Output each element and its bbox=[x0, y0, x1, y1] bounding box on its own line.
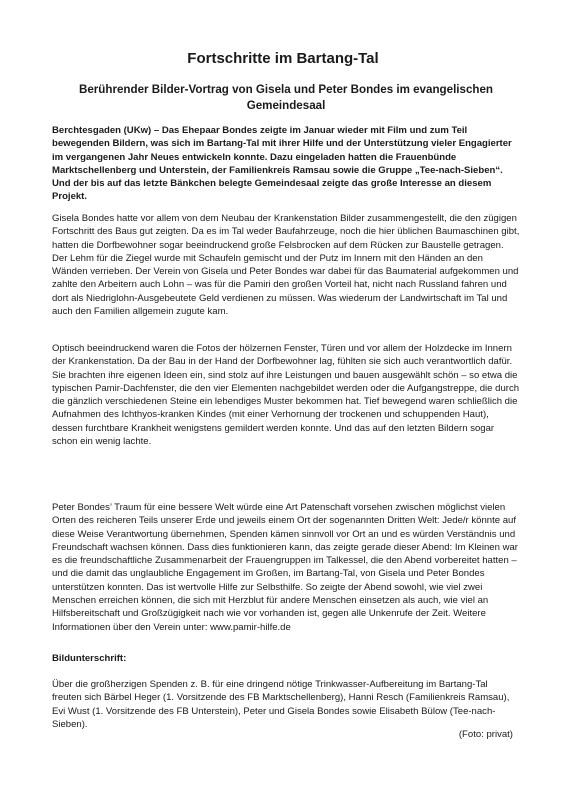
article-lead: Berchtesgaden (UKw) – Das Ehepaar Bondes zeigte im Januar wieder mit Film und zum Teil bewegenden Bildern, was sich im Bartang-Tal mit ihrer Hilfe und der Unterstützung vieler Engagierter im vergangenen Jahr Neues entwickeln konnte. Dazu eingeladen hatten die Frauenbünde Marktschellenberg und Unterstein, der Familienkreis Ramsau sowie die Gruppe „Tee-nach-Sieben“. Und der bis auf das letzte Bänkchen belegte Gemeindesaal zeigte das große Interesse an diesem Projekt. bbox=[52, 125, 512, 203]
photo-credit: (Foto: privat) bbox=[458, 729, 513, 740]
article-title: Fortschritte im Bartang-Tal bbox=[187, 50, 379, 67]
caption-heading: Bildunterschrift: bbox=[52, 653, 127, 664]
body-paragraph-1: Gisela Bondes hatte vor allem von dem Neubau der Krankenstation Bilder zusammengestellt, die den zügigen Fortschritt des Baus gut zeigten. Da es im Tal weder Baufahrzeuge, noch die hier üblichen Baumaschinen gibt, hatten die Dorfbewohner sogar beeindruckend große Felsbrocken auf dem Rücken zur Baustelle getragen. Der Lehm für die Ziegel wurde mit Schaufeln gemischt und der Putz im Innern mit den Händen an den Wänden verrieben. Der Verein von Gisela und Peter Bondes war dabei für das Baumaterial aufgekommen und zahlte den Arbeitern auch Lohn – was für die Pamiri den großen Vorteil hat, nicht nach Russland fahren und dort als Niedriglohn-Ausgebeutete Geld verdienen zu müssen. Was wiederum der Landwirtschaft im Tal und auch den Familien allgemein zugute kam. bbox=[52, 213, 520, 318]
photo-caption: Über die großherzigen Spenden z. B. für eine dringend nötige Trinkwasser-Aufbereitung im Bartang-Tal freuten sich Bärbel Heger (1. Vorsitzende des FB Marktschellenberg), Hanni Resch (Familienkreis Ramsau), Evi Wust (1. Vorsitzende des FB Unterstein), Peter und Gisela Bondes sowie Elisabeth Bülow (Tee-nach-Sieben). bbox=[52, 679, 510, 730]
body-paragraph-3: Peter Bondes’ Traum für eine bessere Welt würde eine Art Patenschaft vorsehen zwischen möglichst vielen Orten des reicheren Teils unserer Erde und jeweils einem Ort der sogenannten Dritten Welt: Jede/r könnte auf diese Weise Verantwortung übernehmen, Spenden kämen sinnvoll vor Ort an und es würden Verständnis und Freundschaft wachsen können. Dass dies funktionieren kann, das zeigte gerade dieser Abend: Im Kleinen war es die freundschaftliche Zusammenarbeit der Frauengruppen im Talkessel, die den Abend vorbereitet hatten – und die damit das unglaubliche Engagement im Großen, im Bartang-Tal, von Gisela und Peter Bondes unterstützen konnten. Das ist wertvolle Hilfe zur Selbsthilfe. So zeigte der Abend sowohl, wie viel zwei Menschen erreichen können, die sich mit Herzblut für andere Menschen einsetzen als auch, wie viel an Hilfsbereitschaft und Großzügigkeit nach wie vor vorhanden ist, gegen alle Unkenrufe der Zeit. Weitere Informationen über den Verein unter: www.pamir-hilfe.de bbox=[52, 502, 518, 633]
article-subtitle: Berührender Bilder-Vortrag von Gisela und Peter Bondes im evangelischen Gemeindesaal bbox=[78, 83, 494, 112]
body-paragraph-2: Optisch beeindruckend waren die Fotos der hölzernen Fenster, Türen und vor allem der Holzdecke im Innern der Krankenstation. Da der Bau in der Hand der Dorfbewohner lag, fühlten sie sich auch verantwortlich dafür. Sie brachten ihre eigenen Ideen ein, sind stolz auf ihre Leistungen und bauen ausgewählt schön – so etwa die typischen Pamir-Dachfenster, die den vier Elementen nachgebildet werden oder die Aufgangstreppe, die durch die gänzlich verschiedenen Steine ein lebendiges Muster bekommen hat. Tief bewegend waren schließlich die Aufnahmen des Ichthyos-kranken Kindes (mit einer Verhornung der trockenen und schuppenden Haut), dessen furchtbare Krankheit wenigstens gemildert werden konnte. Und das auf den letzten Bildern sogar schon ein wenig lachte. bbox=[52, 343, 520, 448]
